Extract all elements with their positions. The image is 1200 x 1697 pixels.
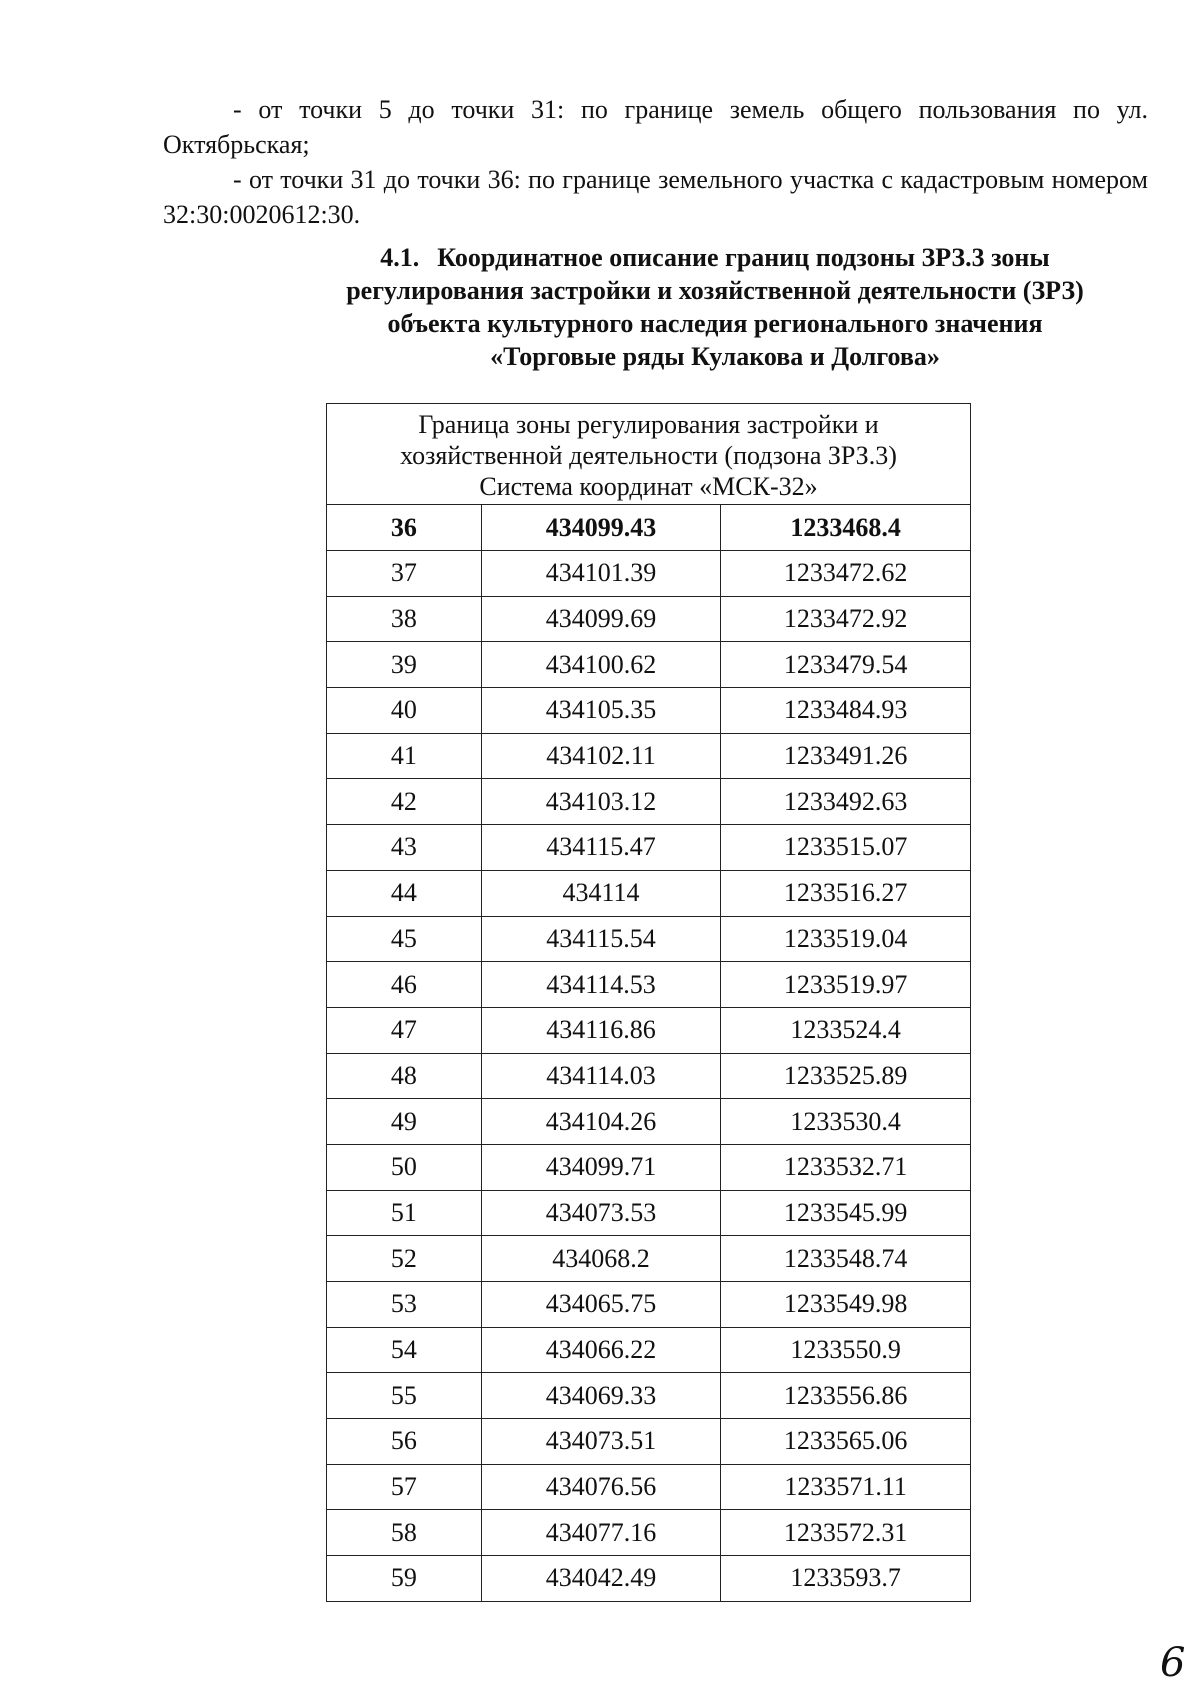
y-coordinate-cell: 1233571.11 <box>721 1464 971 1510</box>
point-number-cell: 55 <box>327 1373 482 1419</box>
heading-line: регулирования застройки и хозяйственной деятельности (ЗРЗ) <box>346 276 1084 305</box>
y-coordinate-cell: 1233572.31 <box>721 1510 971 1556</box>
point-number-cell: 46 <box>327 962 482 1008</box>
point-number-cell: 51 <box>327 1190 482 1236</box>
caption-line: Граница зоны регулирования застройки и <box>418 409 879 439</box>
y-coordinate-cell: 1233519.04 <box>721 916 971 962</box>
table-row <box>327 551 971 597</box>
point-number-cell: 58 <box>327 1510 482 1556</box>
heading-line: «Торговые ряды Кулакова и Долгова» <box>490 342 940 371</box>
y-coordinate-cell: 1233565.06 <box>721 1419 971 1465</box>
x-coordinate-cell: 434066.22 <box>481 1327 721 1373</box>
y-coordinate-cell: 1233524.4 <box>721 1007 971 1053</box>
x-coordinate-cell: 434103.12 <box>481 779 721 825</box>
point-number-cell: 43 <box>327 825 482 871</box>
table-row <box>327 1099 971 1145</box>
table-row <box>327 1007 971 1053</box>
table-row <box>327 505 971 551</box>
point-number-cell: 50 <box>327 1144 482 1190</box>
x-coordinate-cell: 434104.26 <box>481 1099 721 1145</box>
paragraph-boundary-31-36 <box>163 162 1148 232</box>
paragraph-text: - от точки 31 до точки 36: по границе земельного участка с кадастровым номером 32:30:0020612:30. <box>163 165 1148 229</box>
point-number-cell: 45 <box>327 916 482 962</box>
x-coordinate-cell: 434076.56 <box>481 1464 721 1510</box>
point-number-cell: 47 <box>327 1007 482 1053</box>
table-row <box>327 1464 971 1510</box>
x-coordinate-cell: 434099.71 <box>481 1144 721 1190</box>
x-coordinate-cell: 434077.16 <box>481 1510 721 1556</box>
x-coordinate-cell: 434042.49 <box>481 1556 721 1602</box>
x-coordinate-cell: 434069.33 <box>481 1373 721 1419</box>
y-coordinate-cell: 1233530.4 <box>721 1099 971 1145</box>
x-coordinate-cell: 434105.35 <box>481 688 721 734</box>
x-coordinate-cell: 434101.39 <box>481 551 721 597</box>
point-number-cell: 57 <box>327 1464 482 1510</box>
caption-line: Система координат «МСК-32» <box>479 471 818 501</box>
table-row <box>327 1190 971 1236</box>
point-number-cell: 39 <box>327 642 482 688</box>
table-row <box>327 1053 971 1099</box>
y-coordinate-cell: 1233525.89 <box>721 1053 971 1099</box>
heading-line: объекта культурного наследия регионального значения <box>387 309 1043 338</box>
x-coordinate-cell: 434114.53 <box>481 962 721 1008</box>
table-row <box>327 1419 971 1465</box>
y-coordinate-cell: 1233491.26 <box>721 733 971 779</box>
x-coordinate-cell: 434099.43 <box>481 505 721 551</box>
table-row <box>327 1236 971 1282</box>
x-coordinate-cell: 434102.11 <box>481 733 721 779</box>
table-row <box>327 916 971 962</box>
point-number-cell: 36 <box>327 505 482 551</box>
x-coordinate-cell: 434073.53 <box>481 1190 721 1236</box>
x-coordinate-cell: 434065.75 <box>481 1282 721 1328</box>
table-caption-row <box>327 404 971 505</box>
table-body <box>327 505 971 1602</box>
point-number-cell: 53 <box>327 1282 482 1328</box>
point-number-cell: 44 <box>327 870 482 916</box>
table-row <box>327 733 971 779</box>
table-row <box>327 1556 971 1602</box>
point-number-cell: 38 <box>327 596 482 642</box>
table-row <box>327 825 971 871</box>
y-coordinate-cell: 1233468.4 <box>721 505 971 551</box>
point-number-cell: 52 <box>327 1236 482 1282</box>
y-coordinate-cell: 1233515.07 <box>721 825 971 871</box>
x-coordinate-cell: 434115.47 <box>481 825 721 871</box>
point-number-cell: 49 <box>327 1099 482 1145</box>
caption-line: хозяйственной деятельности (подзона ЗРЗ.3) <box>400 440 897 470</box>
point-number-cell: 42 <box>327 779 482 825</box>
coordinates-table <box>326 403 971 1602</box>
point-number-cell: 41 <box>327 733 482 779</box>
y-coordinate-cell: 1233516.27 <box>721 870 971 916</box>
section-number: 4.1. <box>380 243 420 272</box>
y-coordinate-cell: 1233593.7 <box>721 1556 971 1602</box>
table-caption <box>327 404 971 505</box>
y-coordinate-cell: 1233532.71 <box>721 1144 971 1190</box>
point-number-cell: 37 <box>327 551 482 597</box>
table-row <box>327 1327 971 1373</box>
table-row <box>327 642 971 688</box>
section-heading <box>290 241 1140 373</box>
x-coordinate-cell: 434100.62 <box>481 642 721 688</box>
table-row <box>327 962 971 1008</box>
y-coordinate-cell: 1233550.9 <box>721 1327 971 1373</box>
table-row <box>327 688 971 734</box>
x-coordinate-cell: 434114.03 <box>481 1053 721 1099</box>
y-coordinate-cell: 1233472.62 <box>721 551 971 597</box>
table-row <box>327 596 971 642</box>
y-coordinate-cell: 1233519.97 <box>721 962 971 1008</box>
table-row <box>327 870 971 916</box>
y-coordinate-cell: 1233549.98 <box>721 1282 971 1328</box>
y-coordinate-cell: 1233472.92 <box>721 596 971 642</box>
point-number-cell: 54 <box>327 1327 482 1373</box>
x-coordinate-cell: 434116.86 <box>481 1007 721 1053</box>
x-coordinate-cell: 434114 <box>481 870 721 916</box>
x-coordinate-cell: 434068.2 <box>481 1236 721 1282</box>
table-row <box>327 1144 971 1190</box>
heading-line: Координатное описание границ подзоны ЗРЗ.3 зоны <box>437 243 1050 272</box>
paragraph-boundary-5-31 <box>163 92 1148 162</box>
x-coordinate-cell: 434073.51 <box>481 1419 721 1465</box>
point-number-cell: 40 <box>327 688 482 734</box>
table-row <box>327 779 971 825</box>
x-coordinate-cell: 434099.69 <box>481 596 721 642</box>
y-coordinate-cell: 1233492.63 <box>721 779 971 825</box>
point-number-cell: 59 <box>327 1556 482 1602</box>
y-coordinate-cell: 1233556.86 <box>721 1373 971 1419</box>
x-coordinate-cell: 434115.54 <box>481 916 721 962</box>
y-coordinate-cell: 1233479.54 <box>721 642 971 688</box>
page-number: 6 <box>1160 1640 1186 1686</box>
point-number-cell: 56 <box>327 1419 482 1465</box>
point-number-cell: 48 <box>327 1053 482 1099</box>
y-coordinate-cell: 1233545.99 <box>721 1190 971 1236</box>
y-coordinate-cell: 1233548.74 <box>721 1236 971 1282</box>
table-row <box>327 1510 971 1556</box>
y-coordinate-cell: 1233484.93 <box>721 688 971 734</box>
table-row <box>327 1282 971 1328</box>
paragraph-text: - от точки 5 до точки 31: по границе земель общего пользования по ул. Октябрьская; <box>163 95 1148 159</box>
table-row <box>327 1373 971 1419</box>
